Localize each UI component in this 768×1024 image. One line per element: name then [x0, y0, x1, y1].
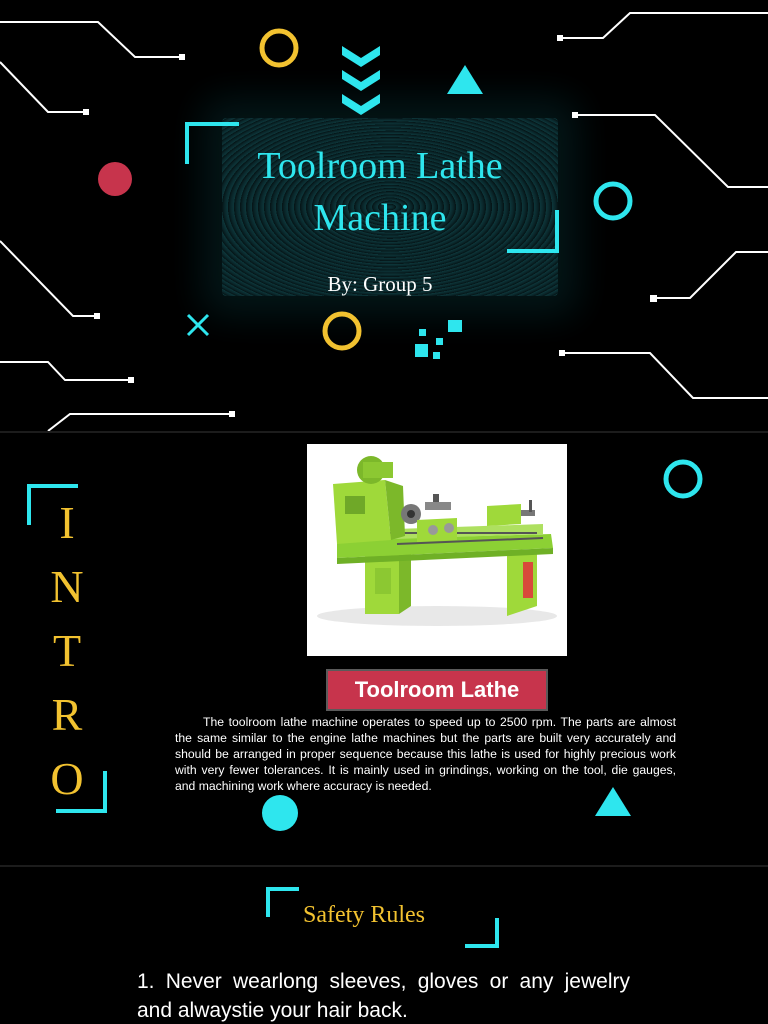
circuit-line	[562, 353, 768, 398]
circuit-line	[654, 252, 768, 298]
triangle-icon	[447, 65, 483, 94]
cyan-dot-icon	[262, 795, 298, 831]
intro-letter: N	[50, 561, 84, 612]
intro-letter: I	[59, 497, 75, 548]
circuit-line	[575, 115, 768, 187]
red-dot-icon	[98, 162, 132, 196]
yellow-ring-icon	[262, 31, 296, 65]
circuit-line	[0, 362, 131, 380]
cross-icon	[188, 315, 208, 335]
safety-rule-1: 1. Never wearlong sleeves, gloves or any jewelry and alwaystie your hair back.	[137, 970, 630, 1022]
lathe-machine-illustration	[307, 444, 567, 656]
cyan-ring-icon	[666, 462, 700, 496]
intro-slide	[0, 433, 768, 865]
title-slide	[0, 0, 768, 431]
intro-letter: T	[52, 625, 82, 676]
chevron-down-icon	[342, 46, 380, 115]
circuit-line	[0, 241, 97, 316]
cyan-ring-icon	[596, 184, 630, 218]
safety-title: Safety Rules	[303, 902, 425, 928]
frame-bracket-bottom-right	[465, 918, 497, 946]
lathe-machine-image	[307, 444, 567, 656]
slide-subtitle: By: Group 5	[327, 272, 433, 296]
safety-slide	[0, 867, 768, 1024]
intro-letter: R	[51, 689, 83, 740]
intro-paragraph: The toolroom lathe machine operates to speed up to 2500 rpm. The parts are almost the same similar to the engine lathe machines but the parts are built very accurately and should be arranged in proper sequence because this lathe is used for highly precious work with very fewer tolerances. It is mainly used in grindings, working on the tool, die gauges, and machining work where accuracy is needed.	[175, 715, 676, 793]
image-label: Toolroom Lathe	[326, 669, 548, 711]
slide-title: Toolroom Lathe Machine	[257, 145, 503, 239]
intro-letter: O	[50, 753, 84, 804]
circuit-line	[48, 414, 232, 431]
yellow-ring-icon	[325, 314, 359, 348]
circuit-line	[560, 13, 768, 38]
circuit-line	[0, 22, 182, 57]
pixel-squares-icon	[415, 320, 462, 359]
circuit-line	[0, 62, 86, 112]
